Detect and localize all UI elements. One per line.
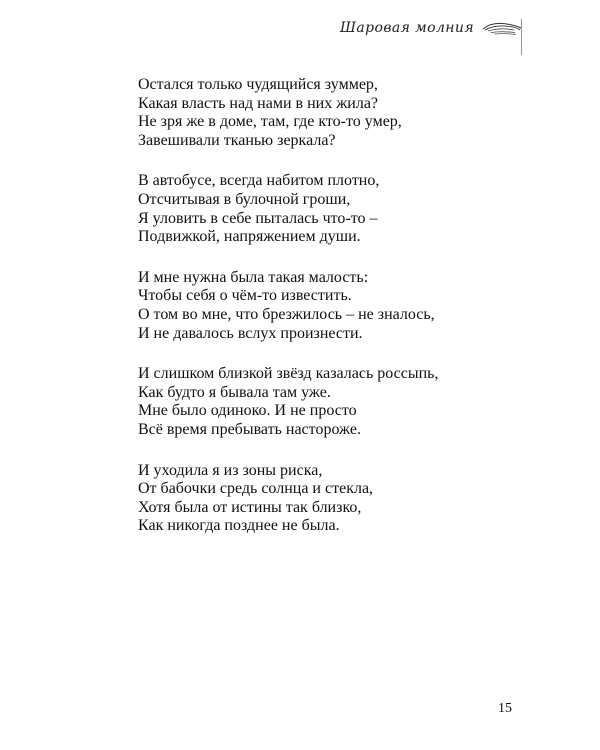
header-divider bbox=[521, 19, 522, 55]
stanza bbox=[138, 172, 518, 246]
poem-line: О том во мне, что брезжилось – не зналось, bbox=[138, 305, 435, 323]
poem-line: Я уловить в себе пыталась что-то – bbox=[138, 209, 378, 227]
poem-line: Как будто я бывала там уже. bbox=[138, 383, 331, 401]
poem-line: И мне нужна была такая малость: bbox=[138, 268, 369, 286]
poem-line: Завешивали тканью зеркала? bbox=[138, 131, 336, 149]
poem-line: В автобусе, всегда набитом плотно, bbox=[138, 172, 380, 190]
stanza bbox=[138, 269, 518, 343]
poem-line: Не зря же в доме, там, где кто-то умер, bbox=[138, 113, 402, 131]
poem-line: Всё время пребывать настороже. bbox=[138, 420, 361, 438]
running-header bbox=[332, 14, 522, 42]
stanza bbox=[138, 462, 518, 536]
poem-line: И слишком близкой звёзд казалась россыпь, bbox=[138, 365, 439, 383]
poem-line: Отсчитывая в булочной гроши, bbox=[138, 190, 351, 208]
poem-line: Остался только чудящийся зуммер, bbox=[138, 76, 378, 93]
stanza bbox=[138, 76, 518, 150]
poem-line: Чтобы себя о чём-то известить. bbox=[138, 287, 352, 305]
running-header-title: Шаровая молния bbox=[340, 20, 474, 36]
poem-line: И не давалось вслух произнести. bbox=[138, 324, 363, 342]
poem bbox=[138, 76, 518, 558]
poem-line: И уходила я из зоны риска, bbox=[138, 461, 323, 479]
feather-swash-icon bbox=[482, 20, 522, 36]
stanza bbox=[138, 365, 518, 439]
poem-line: Какая власть над нами в них жила? bbox=[138, 94, 379, 112]
poem-line: Как никогда позднее не была. bbox=[138, 517, 340, 535]
page-number: 15 bbox=[498, 701, 512, 716]
poem-line: От бабочки средь солнца и стекла, bbox=[138, 480, 374, 498]
poem-line: Мне было одиноко. И не просто bbox=[138, 402, 357, 420]
poem-line: Подвижкой, напряжением души. bbox=[138, 228, 361, 246]
poem-line: Хотя была от истины так близко, bbox=[138, 498, 362, 516]
